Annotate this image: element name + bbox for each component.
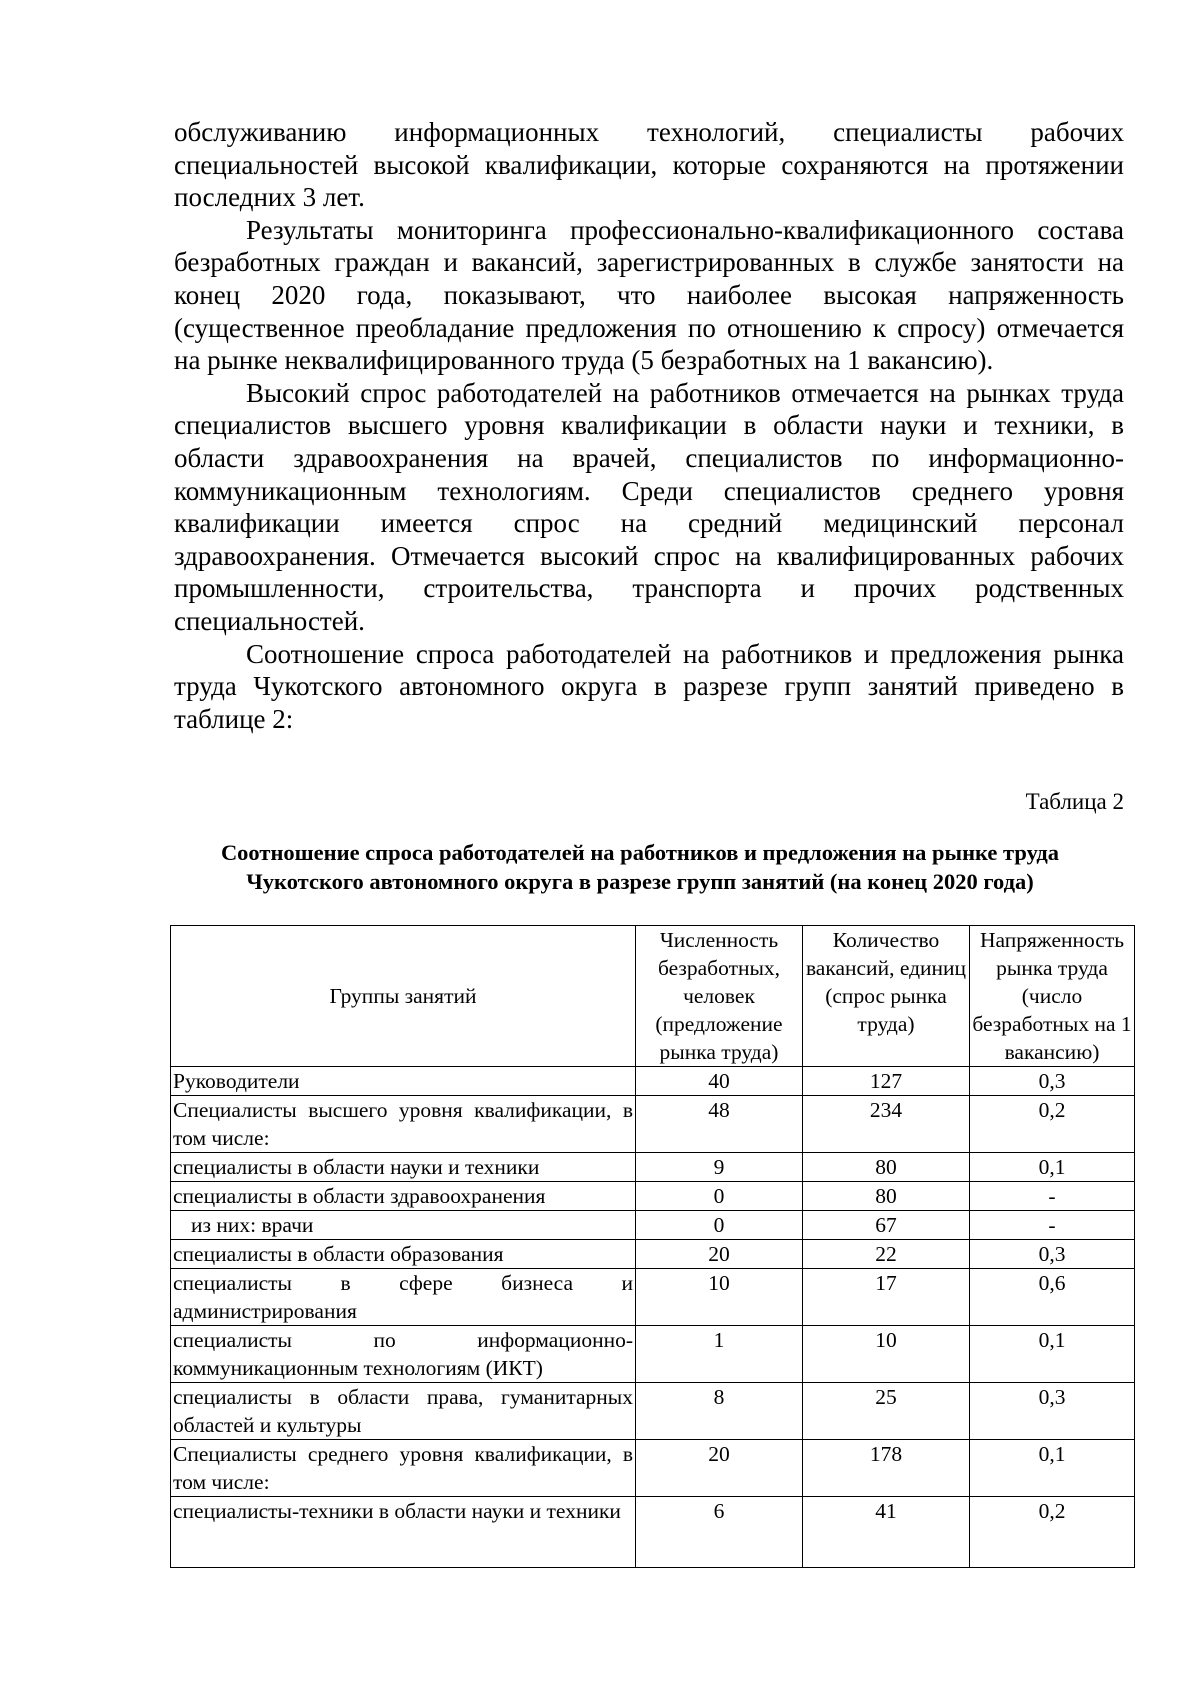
cell-vacancies: 67 [803, 1211, 970, 1240]
cell-group: специалисты по информационно-коммуникационным технологиям (ИКТ) [171, 1326, 636, 1383]
paragraph-2: Результаты мониторинга профессионально-квалификационного состава безработных граждан и вакансий, зарегистрированных в службе занятости на конец 2020 года, показывают, что наиболее высокая напряженность (существенное преобладание предложения по отношению к спросу) отмечается на рынке неквалифицированного труда (5 безработных на 1 вакансию). [174, 214, 1124, 376]
cell-unemployed: 8 [636, 1383, 803, 1440]
cell-group: Специалисты высшего уровня квалификации, в том числе: [171, 1096, 636, 1153]
table-row [171, 1211, 1135, 1240]
cell-vacancies: 234 [803, 1096, 970, 1153]
table-row [171, 1240, 1135, 1269]
paragraph-3: Высокий спрос работодателей на работников отмечается на рынках труда специалистов высшего уровня квалификации в области науки и техники, в области здравоохранения на врачей, специалистов по информационно-коммуникационным технологиям. Среди специалистов среднего уровня квалификации имеется спрос на средний медицинский персонал здравоохранения. Отмечается высокий спрос на квалифицированных рабочих промышленности, строительства, транспорта и прочих родственных специальностей. [174, 377, 1124, 636]
cell-group: специалисты в области права, гуманитарных областей и культуры [171, 1383, 636, 1440]
table-row [171, 1383, 1135, 1440]
cell-group: Специалисты среднего уровня квалификации, в том числе: [171, 1440, 636, 1497]
table-row [171, 1269, 1135, 1326]
table-row [171, 1096, 1135, 1153]
cell-vacancies: 25 [803, 1383, 970, 1440]
cell-unemployed: 20 [636, 1440, 803, 1497]
body-text [174, 116, 1124, 735]
cell-vacancies: 10 [803, 1326, 970, 1383]
table-row [171, 1497, 1135, 1568]
cell-vacancies: 178 [803, 1440, 970, 1497]
header-tension: Напряженность рынка труда (число безработных на 1 вакансию) [970, 926, 1135, 1067]
cell-tension: - [970, 1211, 1135, 1240]
table-row [171, 1153, 1135, 1182]
header-unemployed: Численность безработных, человек (предложение рынка труда) [636, 926, 803, 1067]
table-label: Таблица 2 [1025, 789, 1124, 814]
table-row [171, 1326, 1135, 1383]
cell-unemployed: 20 [636, 1240, 803, 1269]
cell-tension: 0,1 [970, 1440, 1135, 1497]
table-row [171, 1182, 1135, 1211]
cell-unemployed: 48 [636, 1096, 803, 1153]
cell-group: специалисты-техники в области науки и техники [171, 1497, 636, 1568]
cell-tension: 0,1 [970, 1153, 1135, 1182]
cell-unemployed: 0 [636, 1211, 803, 1240]
paragraph-1: обслуживанию информационных технологий, специалисты рабочих специальностей высокой квалификации, которые сохраняются на протяжении последних 3 лет. [174, 117, 1124, 213]
cell-vacancies: 127 [803, 1067, 970, 1096]
table-title-line-1: Соотношение спроса работодателей на работников и предложения на рынке труда [220, 840, 1060, 865]
cell-vacancies: 80 [803, 1153, 970, 1182]
cell-unemployed: 0 [636, 1182, 803, 1211]
table-body [171, 1067, 1135, 1568]
paragraph-4: Соотношение спроса работодателей на работников и предложения рынка труда Чукотского автономного округа в разрезе групп занятий приведено в таблице 2: [174, 638, 1124, 734]
cell-tension: 0,2 [970, 1497, 1135, 1568]
cell-unemployed: 40 [636, 1067, 803, 1096]
header-group: Группы занятий [171, 926, 636, 1067]
cell-tension: 0,1 [970, 1326, 1135, 1383]
cell-group: специалисты в области науки и техники [171, 1153, 636, 1182]
labor-market-table [170, 925, 1135, 1568]
cell-tension: 0,3 [970, 1240, 1135, 1269]
cell-unemployed: 9 [636, 1153, 803, 1182]
cell-group: из них: врачи [171, 1211, 636, 1240]
cell-unemployed: 10 [636, 1269, 803, 1326]
cell-vacancies: 80 [803, 1182, 970, 1211]
cell-tension: 0,6 [970, 1269, 1135, 1326]
cell-vacancies: 22 [803, 1240, 970, 1269]
header-vacancies: Количество вакансий, единиц (спрос рынка труда) [803, 926, 970, 1067]
cell-group: специалисты в области образования [171, 1240, 636, 1269]
cell-group: специалисты в области здравоохранения [171, 1182, 636, 1211]
table-title [150, 838, 1130, 896]
cell-group: Руководители [171, 1067, 636, 1096]
table-header-row [171, 926, 1135, 1067]
table-row [171, 1440, 1135, 1497]
cell-tension: - [970, 1182, 1135, 1211]
cell-vacancies: 17 [803, 1269, 970, 1326]
cell-tension: 0,3 [970, 1067, 1135, 1096]
cell-group: специалисты в сфере бизнеса и администрирования [171, 1269, 636, 1326]
cell-unemployed: 6 [636, 1497, 803, 1568]
cell-vacancies: 41 [803, 1497, 970, 1568]
cell-tension: 0,2 [970, 1096, 1135, 1153]
cell-unemployed: 1 [636, 1326, 803, 1383]
cell-tension: 0,3 [970, 1383, 1135, 1440]
table-row [171, 1067, 1135, 1096]
table-title-line-2: Чукотского автономного округа в разрезе групп занятий (на конец 2020 года) [246, 869, 1034, 894]
